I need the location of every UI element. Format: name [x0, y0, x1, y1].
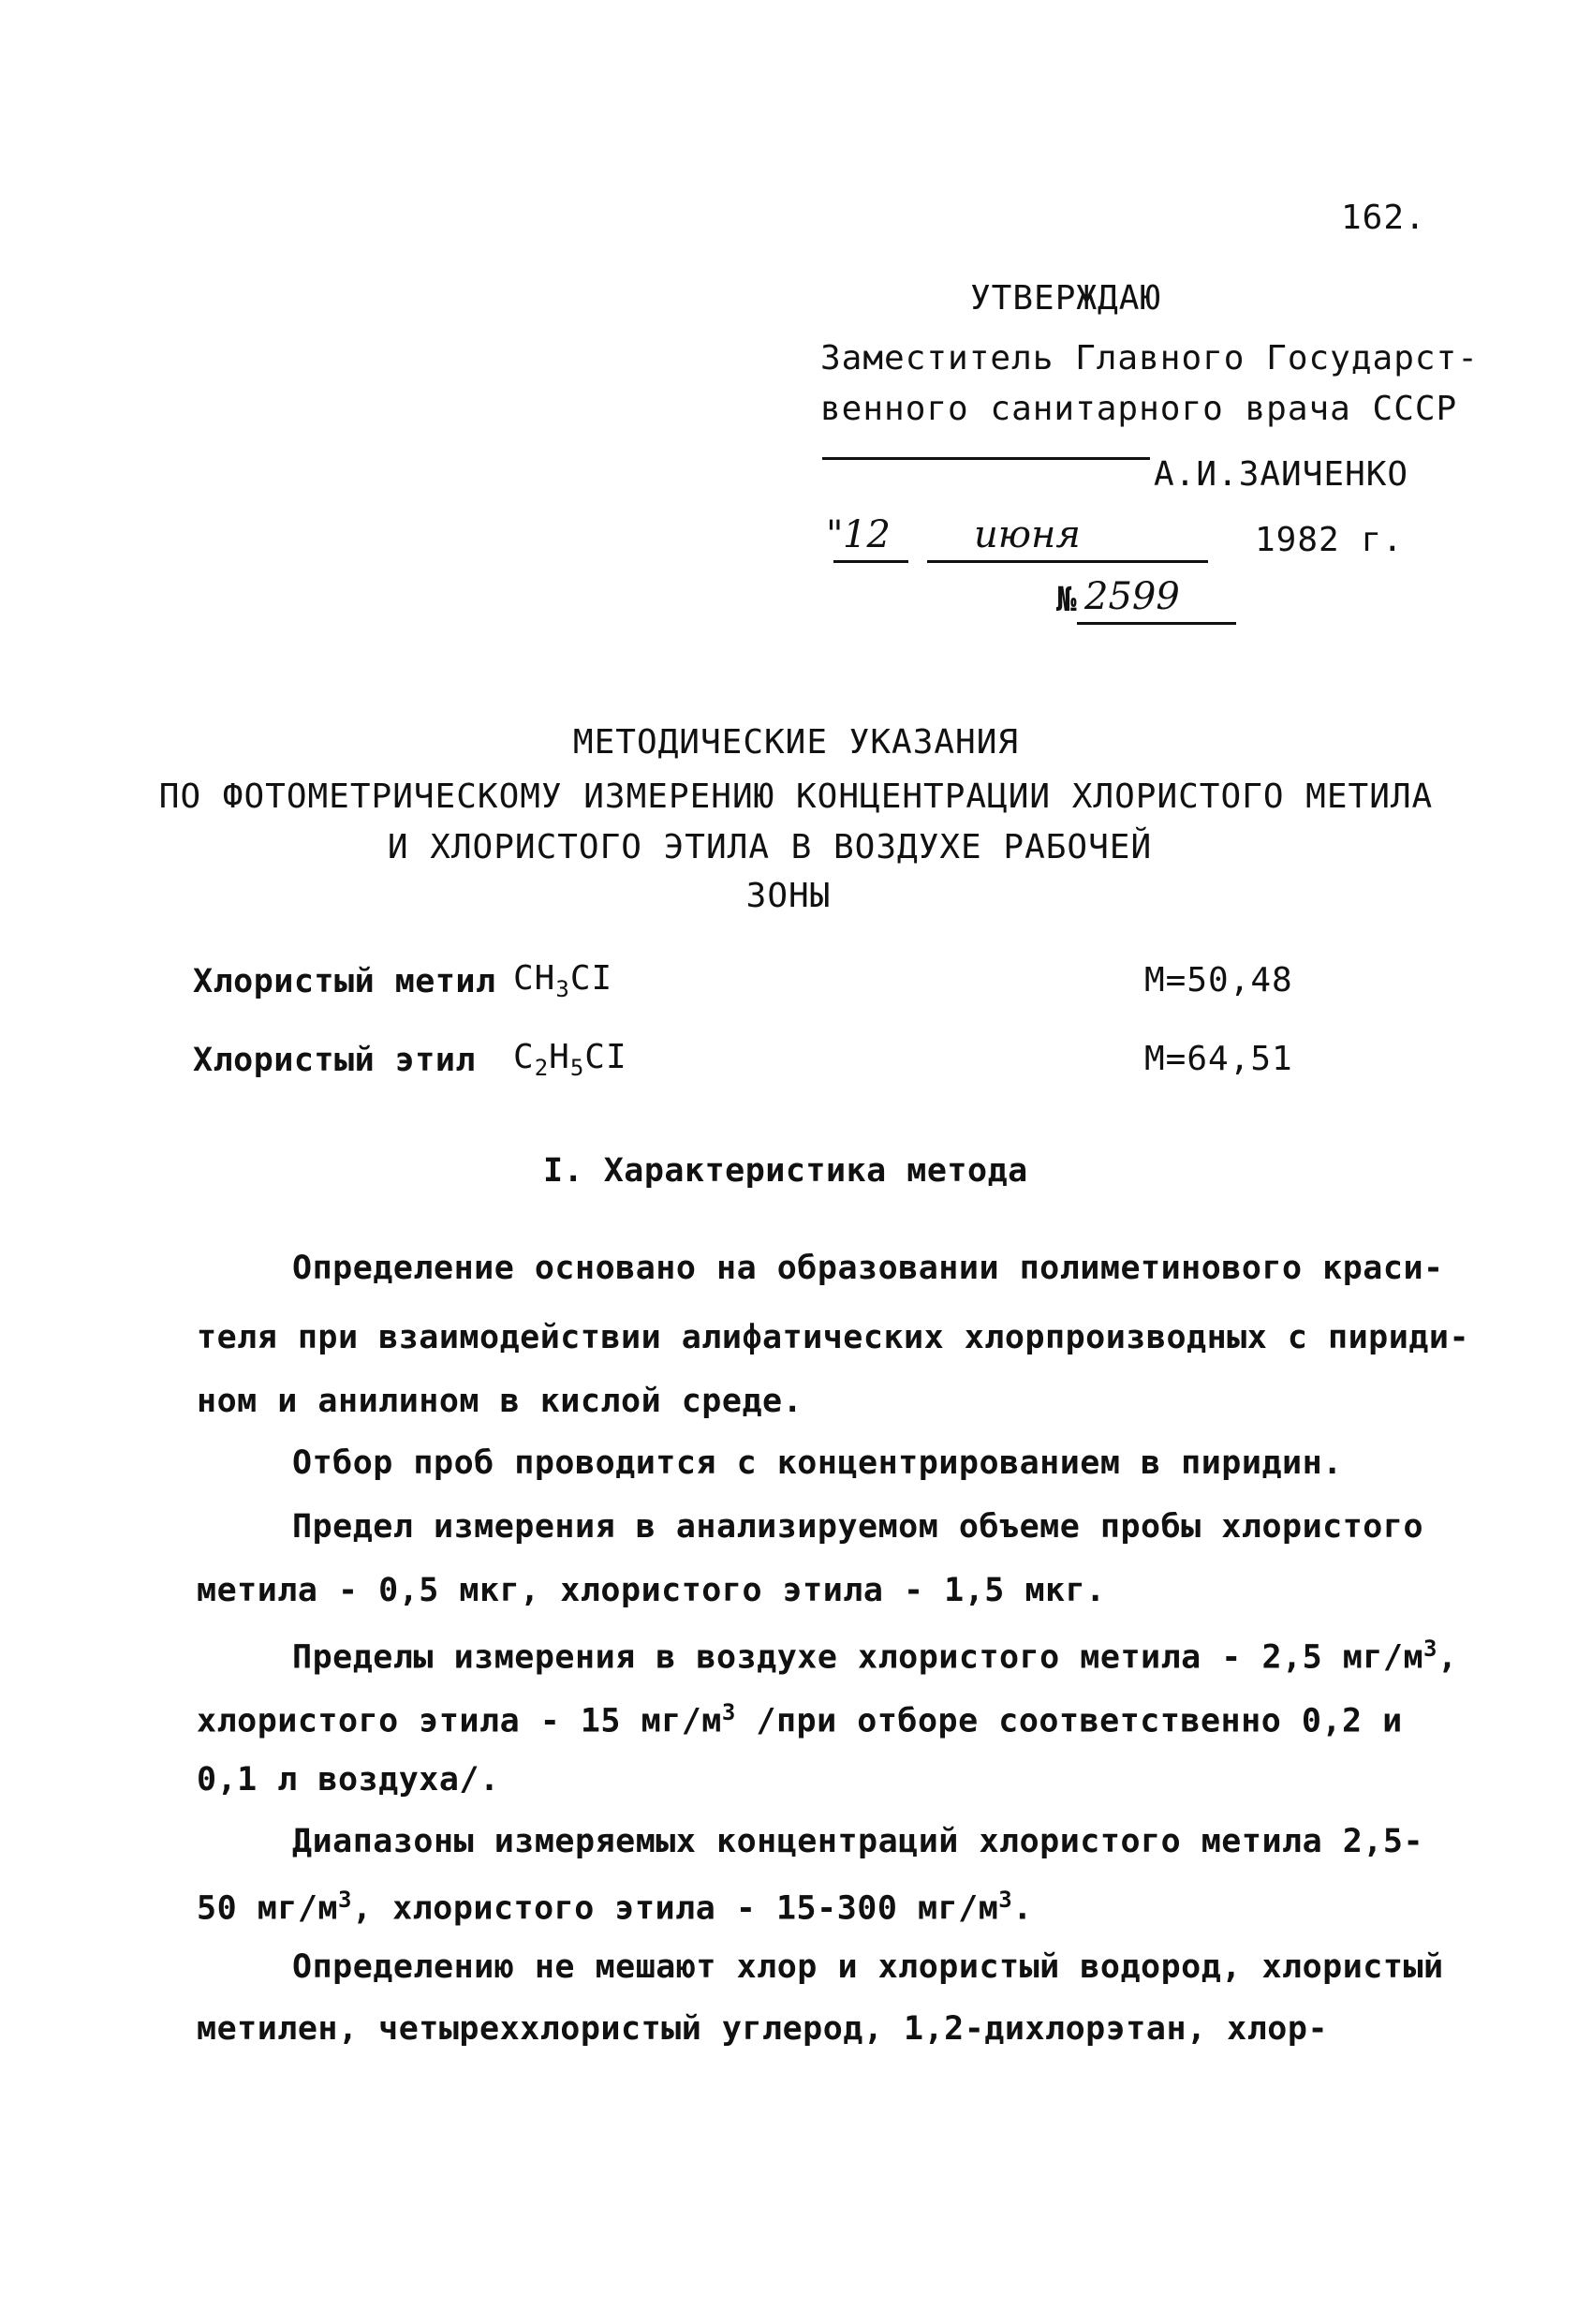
- page-number: 162.: [1341, 199, 1426, 237]
- paragraph-line: теля при взаимодействии алифатических хлорпроизводных с пириди-: [197, 1319, 1470, 1356]
- doc-title-line4: ЗОНЫ: [745, 877, 832, 915]
- paragraph-line: 50 $мг/м^3$, хлористого этила - 15-300 $мг/м^3$.: [197, 1887, 1033, 1928]
- date-year: 1982 г.: [1255, 521, 1404, 559]
- paragraph-line: метила - 0,5 мкг, хлористого этила - 1,5 мкг.: [197, 1572, 1106, 1609]
- approval-number-sign: №: [1056, 581, 1078, 619]
- date-day-underline: [833, 560, 908, 563]
- paragraph-line: ном и анилином в кислой среде.: [197, 1383, 803, 1420]
- paragraph-line: 0,1 л воздуха/.: [197, 1761, 500, 1799]
- compound-mass: M=64,51: [1144, 1040, 1293, 1078]
- paragraph-line: Определение основано на образовании полиметинового краси-: [292, 1250, 1444, 1287]
- doc-title-line3: И ХЛОРИСТОГО ЭТИЛА В ВОЗДУХЕ РАБОЧЕЙ: [387, 828, 1153, 866]
- approval-heading: УТВЕРЖДАЮ: [970, 279, 1162, 318]
- approval-position-line1: Заместитель Главного Государст-: [820, 339, 1479, 377]
- compound-name: Хлористый метил: [193, 963, 496, 1000]
- date-quote: ": [826, 513, 844, 556]
- compound-formula: $C_2H_5CI$: [513, 1038, 627, 1082]
- approval-position-line2: венного санитарного врача СССР: [820, 390, 1458, 428]
- compound-formula: $CH_3CI$: [513, 959, 613, 1003]
- doc-title-line1: МЕТОДИЧЕСКИЕ УКАЗАНИЯ: [572, 723, 1020, 762]
- date-month-underline: [927, 560, 1208, 563]
- paragraph-line: Отбор проб проводится с концентрированием в пиридин.: [292, 1444, 1343, 1482]
- approval-number: 2599: [1084, 575, 1180, 618]
- paragraph-line: Диапазоны измеряемых концентраций хлористого метила 2,5-: [292, 1823, 1424, 1860]
- paragraph-line: метилен, четыреххлористый углерод, 1,2-дихлорэтан, хлор-: [197, 2010, 1329, 2048]
- signatory-name: А.И.ЗАИЧЕНКО: [1154, 455, 1409, 494]
- signature-line: [822, 457, 1150, 460]
- date-day: 12: [843, 513, 891, 556]
- paragraph-line: хлористого этила - 15 $мг/м^3$ /при отборе соответственно 0,2 и: [197, 1699, 1403, 1740]
- section-heading: I. Характеристика метода: [543, 1152, 1028, 1190]
- approval-number-underline: [1077, 622, 1236, 625]
- compound-name: Хлористый этил: [193, 1042, 477, 1079]
- paragraph-line: Предел измерения в анализируемом объеме пробы хлористого: [292, 1508, 1424, 1546]
- compound-mass: M=50,48: [1144, 961, 1293, 999]
- doc-title-line2: ПО ФОТОМЕТРИЧЕСКОМУ ИЗМЕРЕНИЮ КОНЦЕНТРАЦИИ ХЛОРИСТОГО МЕТИЛА: [158, 777, 1434, 816]
- paragraph-line: Определению не мешают хлор и хлористый водород, хлористый: [292, 1948, 1444, 1986]
- paragraph-line: Пределы измерения в воздухе хлористого метила - 2,5 $мг/м^3$,: [292, 1636, 1458, 1677]
- date-month: июня: [974, 513, 1081, 556]
